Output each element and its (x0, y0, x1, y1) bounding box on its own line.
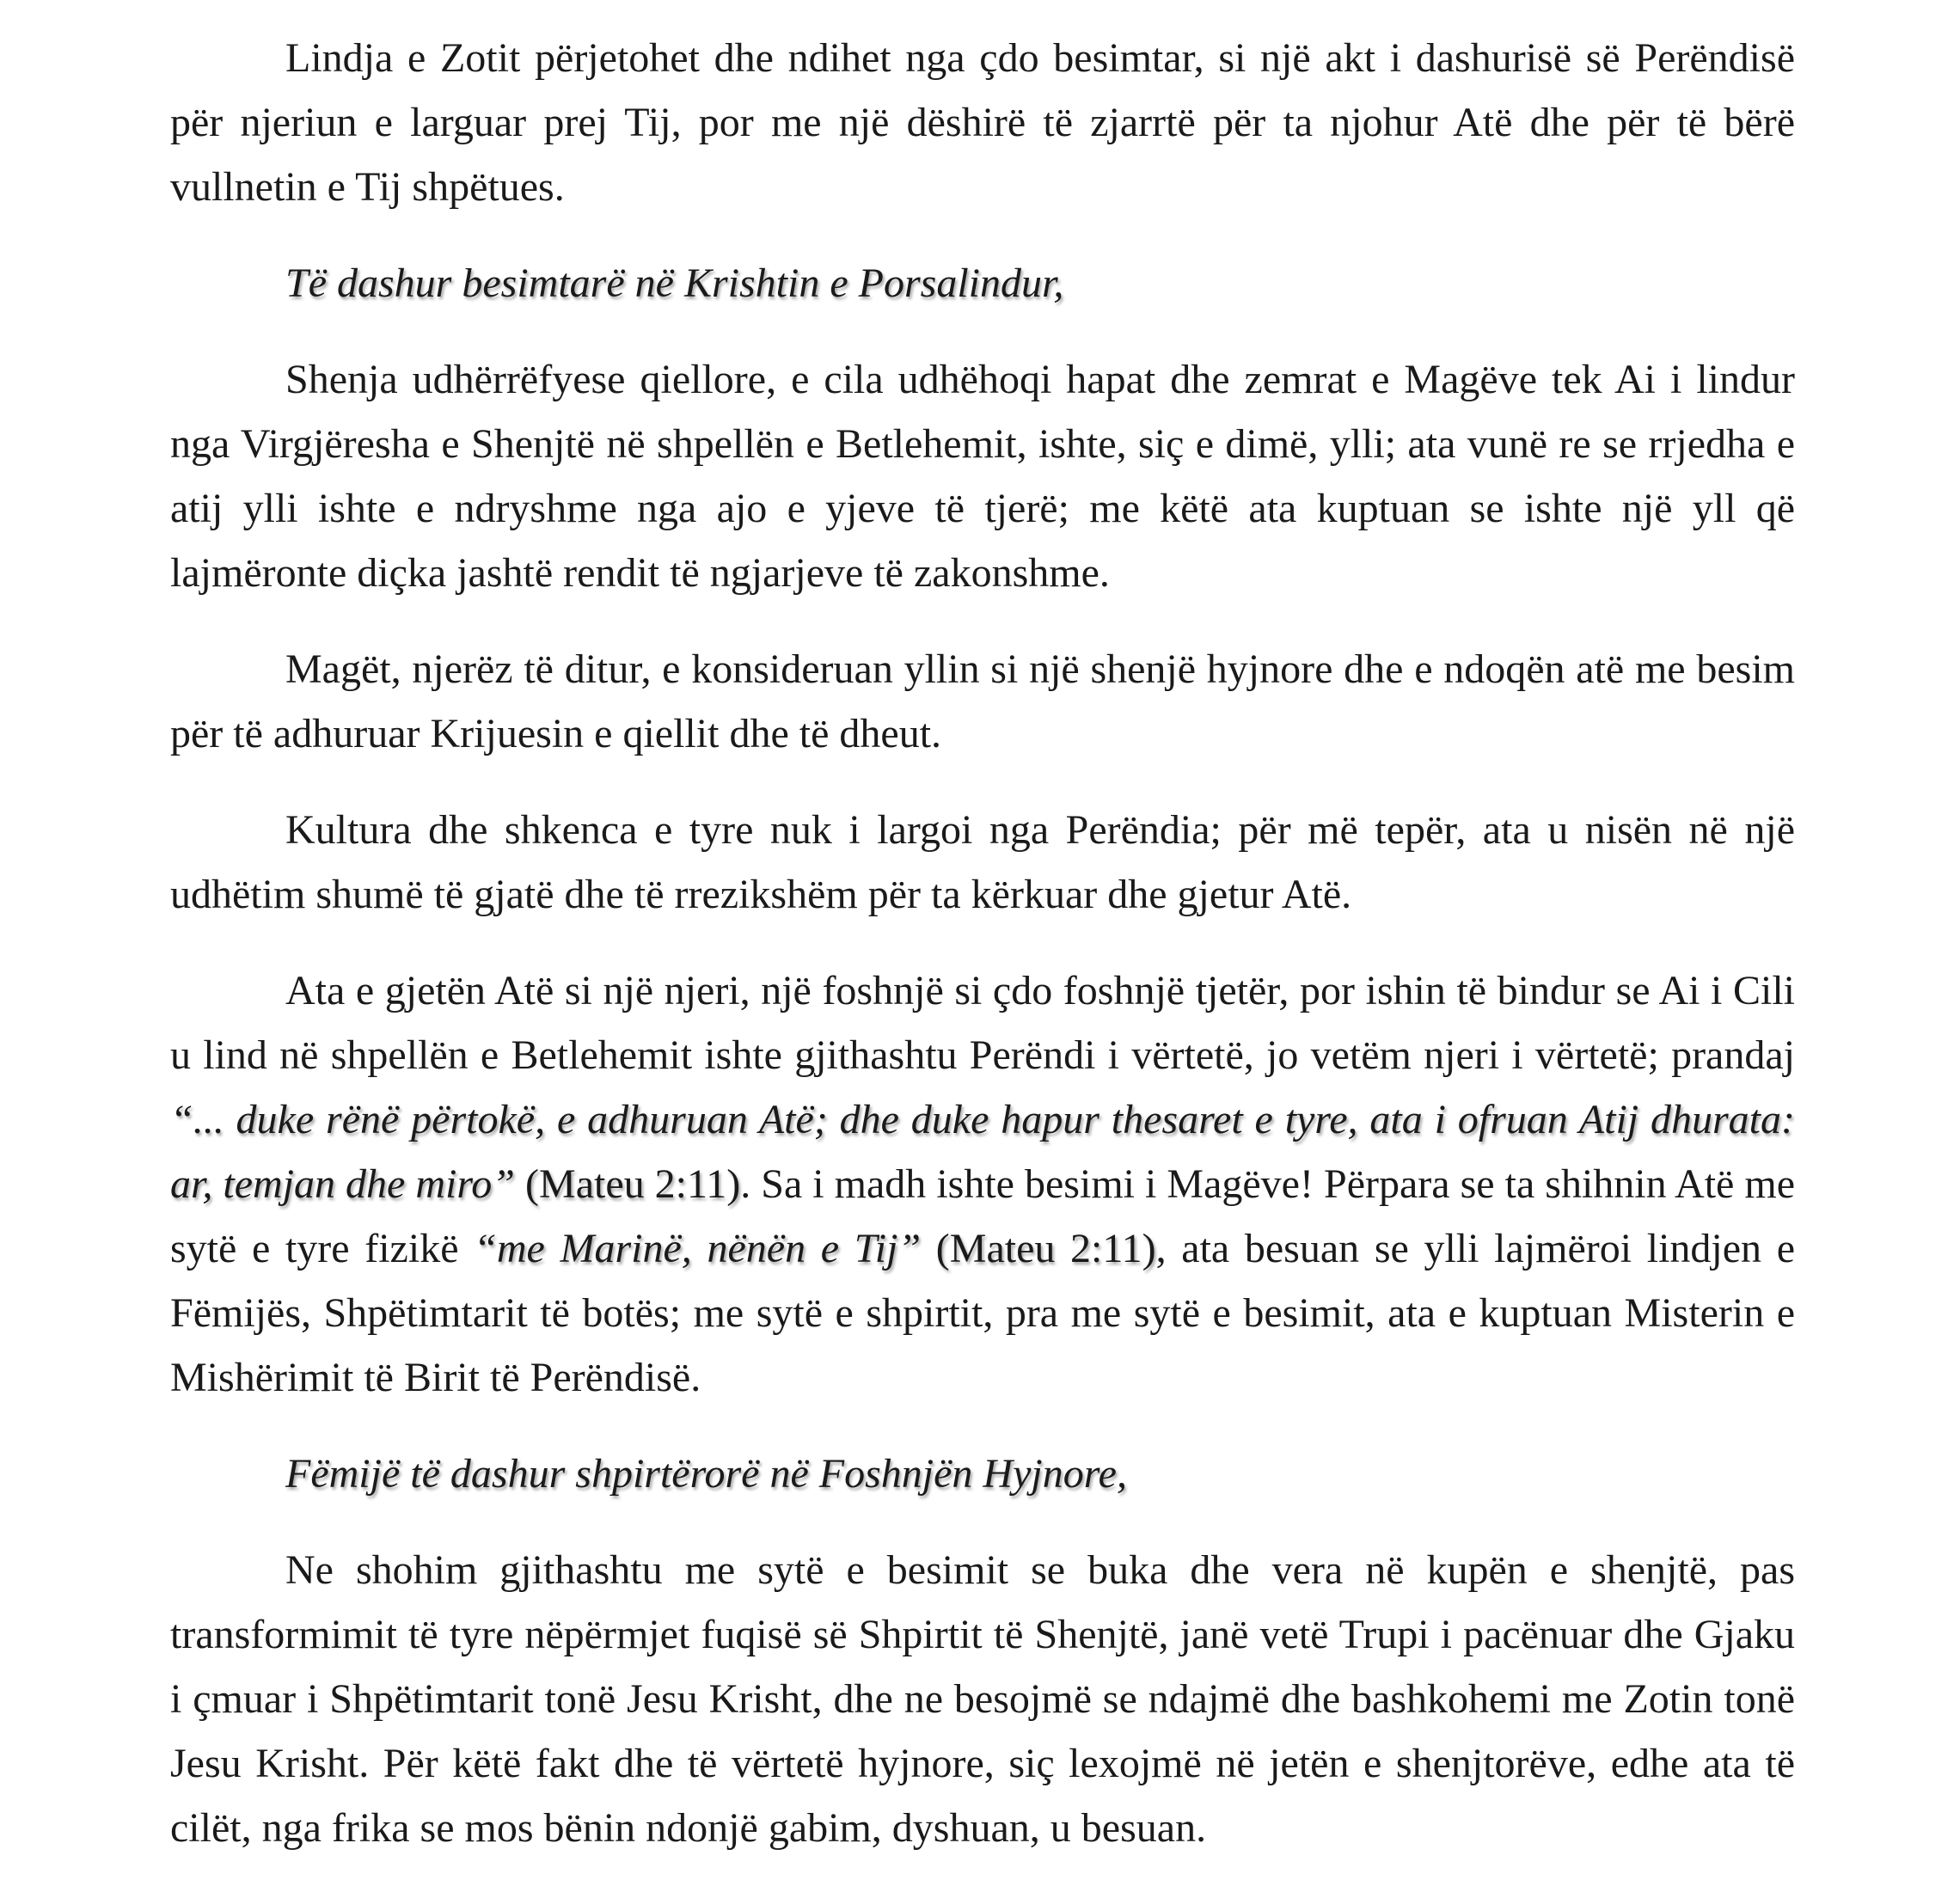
bible-reference-2: (Mateu 2:11) (921, 1226, 1156, 1271)
paragraph-4: Kultura dhe shkenca e tyre nuk i largoi nga Perëndia; për më tepër, ata u nisën në një udhëtim shumë të gjatë dhe të rrezikshëm për ta kërkuar dhe gjetur Atë. (170, 807, 1795, 917)
bible-quote-2: “me Marinë, nënën e Tij” (474, 1226, 922, 1271)
bible-reference-1: (Mateu 2:11) (515, 1161, 741, 1207)
salutation-1: Të dashur besimtarë në Krishtin e Porsalindur, (285, 260, 1064, 306)
paragraph-5 (170, 958, 1795, 1410)
paragraph-5-text-1: Ata e gjetën Atë si një njeri, një foshnjë si çdo foshnjë tjetër, por ishin të bindur se Ai i Cili u lind në shpellën e Betlehemit ishte gjithashtu Perëndi i vërtetë, jo vetëm njeri i vërtetë; prandaj (170, 968, 1795, 1078)
paragraph-2: Shenja udhërrëfyese qiellore, e cila udhëhoqi hapat dhe zemrat e Magëve tek Ai i lindur nga Virgjëresha e Shenjtë në shpellën e Betlehemit, ishte, siç e dimë, ylli; ata vunë re se rrjedha e atij ylli ishte e ndryshme nga ajo e yjeve të tjerë; me këtë ata kuptuan se ishte një yll që lajmëronte diçka jashtë rendit të ngjarjeve të zakonshme. (170, 357, 1795, 596)
paragraph-5-text-3: , ata besuan se ylli lajmëroi lindjen e Fëmijës, Shpëtimtarit të botës; me sytë e shpirtit, pra me sytë e besimit, ata e kuptuan Misterin e Mishërimit të Birit të Perëndisë. (170, 1226, 1796, 1400)
paragraph-3: Magët, njerëz të ditur, e konsideruan yllin si një shenjë hyjnore dhe e ndoqën atë me besim për të adhuruar Krijuesin e qiellit dhe të dheut. (170, 646, 1795, 756)
paragraph-5-text-2: . Sa i madh ishte besimi i Magëve! Përpara se ta shihnin Atë me sytë e tyre fizikë (170, 1161, 1796, 1271)
paragraph-6: Ne shohim gjithashtu me sytë e besimit se buka dhe vera në kupën e shenjtë, pas transformimit të tyre nëpërmjet fuqisë së Shpirtit të Shenjtë, janë vetë Trupi i pacënuar dhe Gjaku i çmuar i Shpëtimtarit tonë Jesu Krisht, dhe ne besojmë se ndajmë dhe bashkohemi me Zotin tonë Jesu Krisht. Për këtë fakt dhe të vërtetë hyjnore, siç lexojmë në jetën e shenjtorëve, edhe ata të cilët, nga frika se mos bënin ndonjë gabim, dyshuan, u besuan. (170, 1547, 1795, 1851)
salutation-2: Fëmijë të dashur shpirtërorë në Foshnjën Hyjnore, (285, 1451, 1127, 1497)
paragraph-1: Lindja e Zotit përjetohet dhe ndihet nga çdo besimtar, si një akt i dashurisë së Perëndisë për njeriun e larguar prej Tij, por me një dëshirë të zjarrtë për ta njohur Atë dhe për të bërë vullnetin e Tij shpëtues. (170, 35, 1795, 210)
bible-quote-1: “... duke rënë përtokë, e adhuruan Atë; dhe duke hapur thesaret e tyre, ata i ofruan Atij dhurata: ar, temjan dhe miro” (170, 1097, 1795, 1207)
document-page (170, 26, 1795, 1892)
